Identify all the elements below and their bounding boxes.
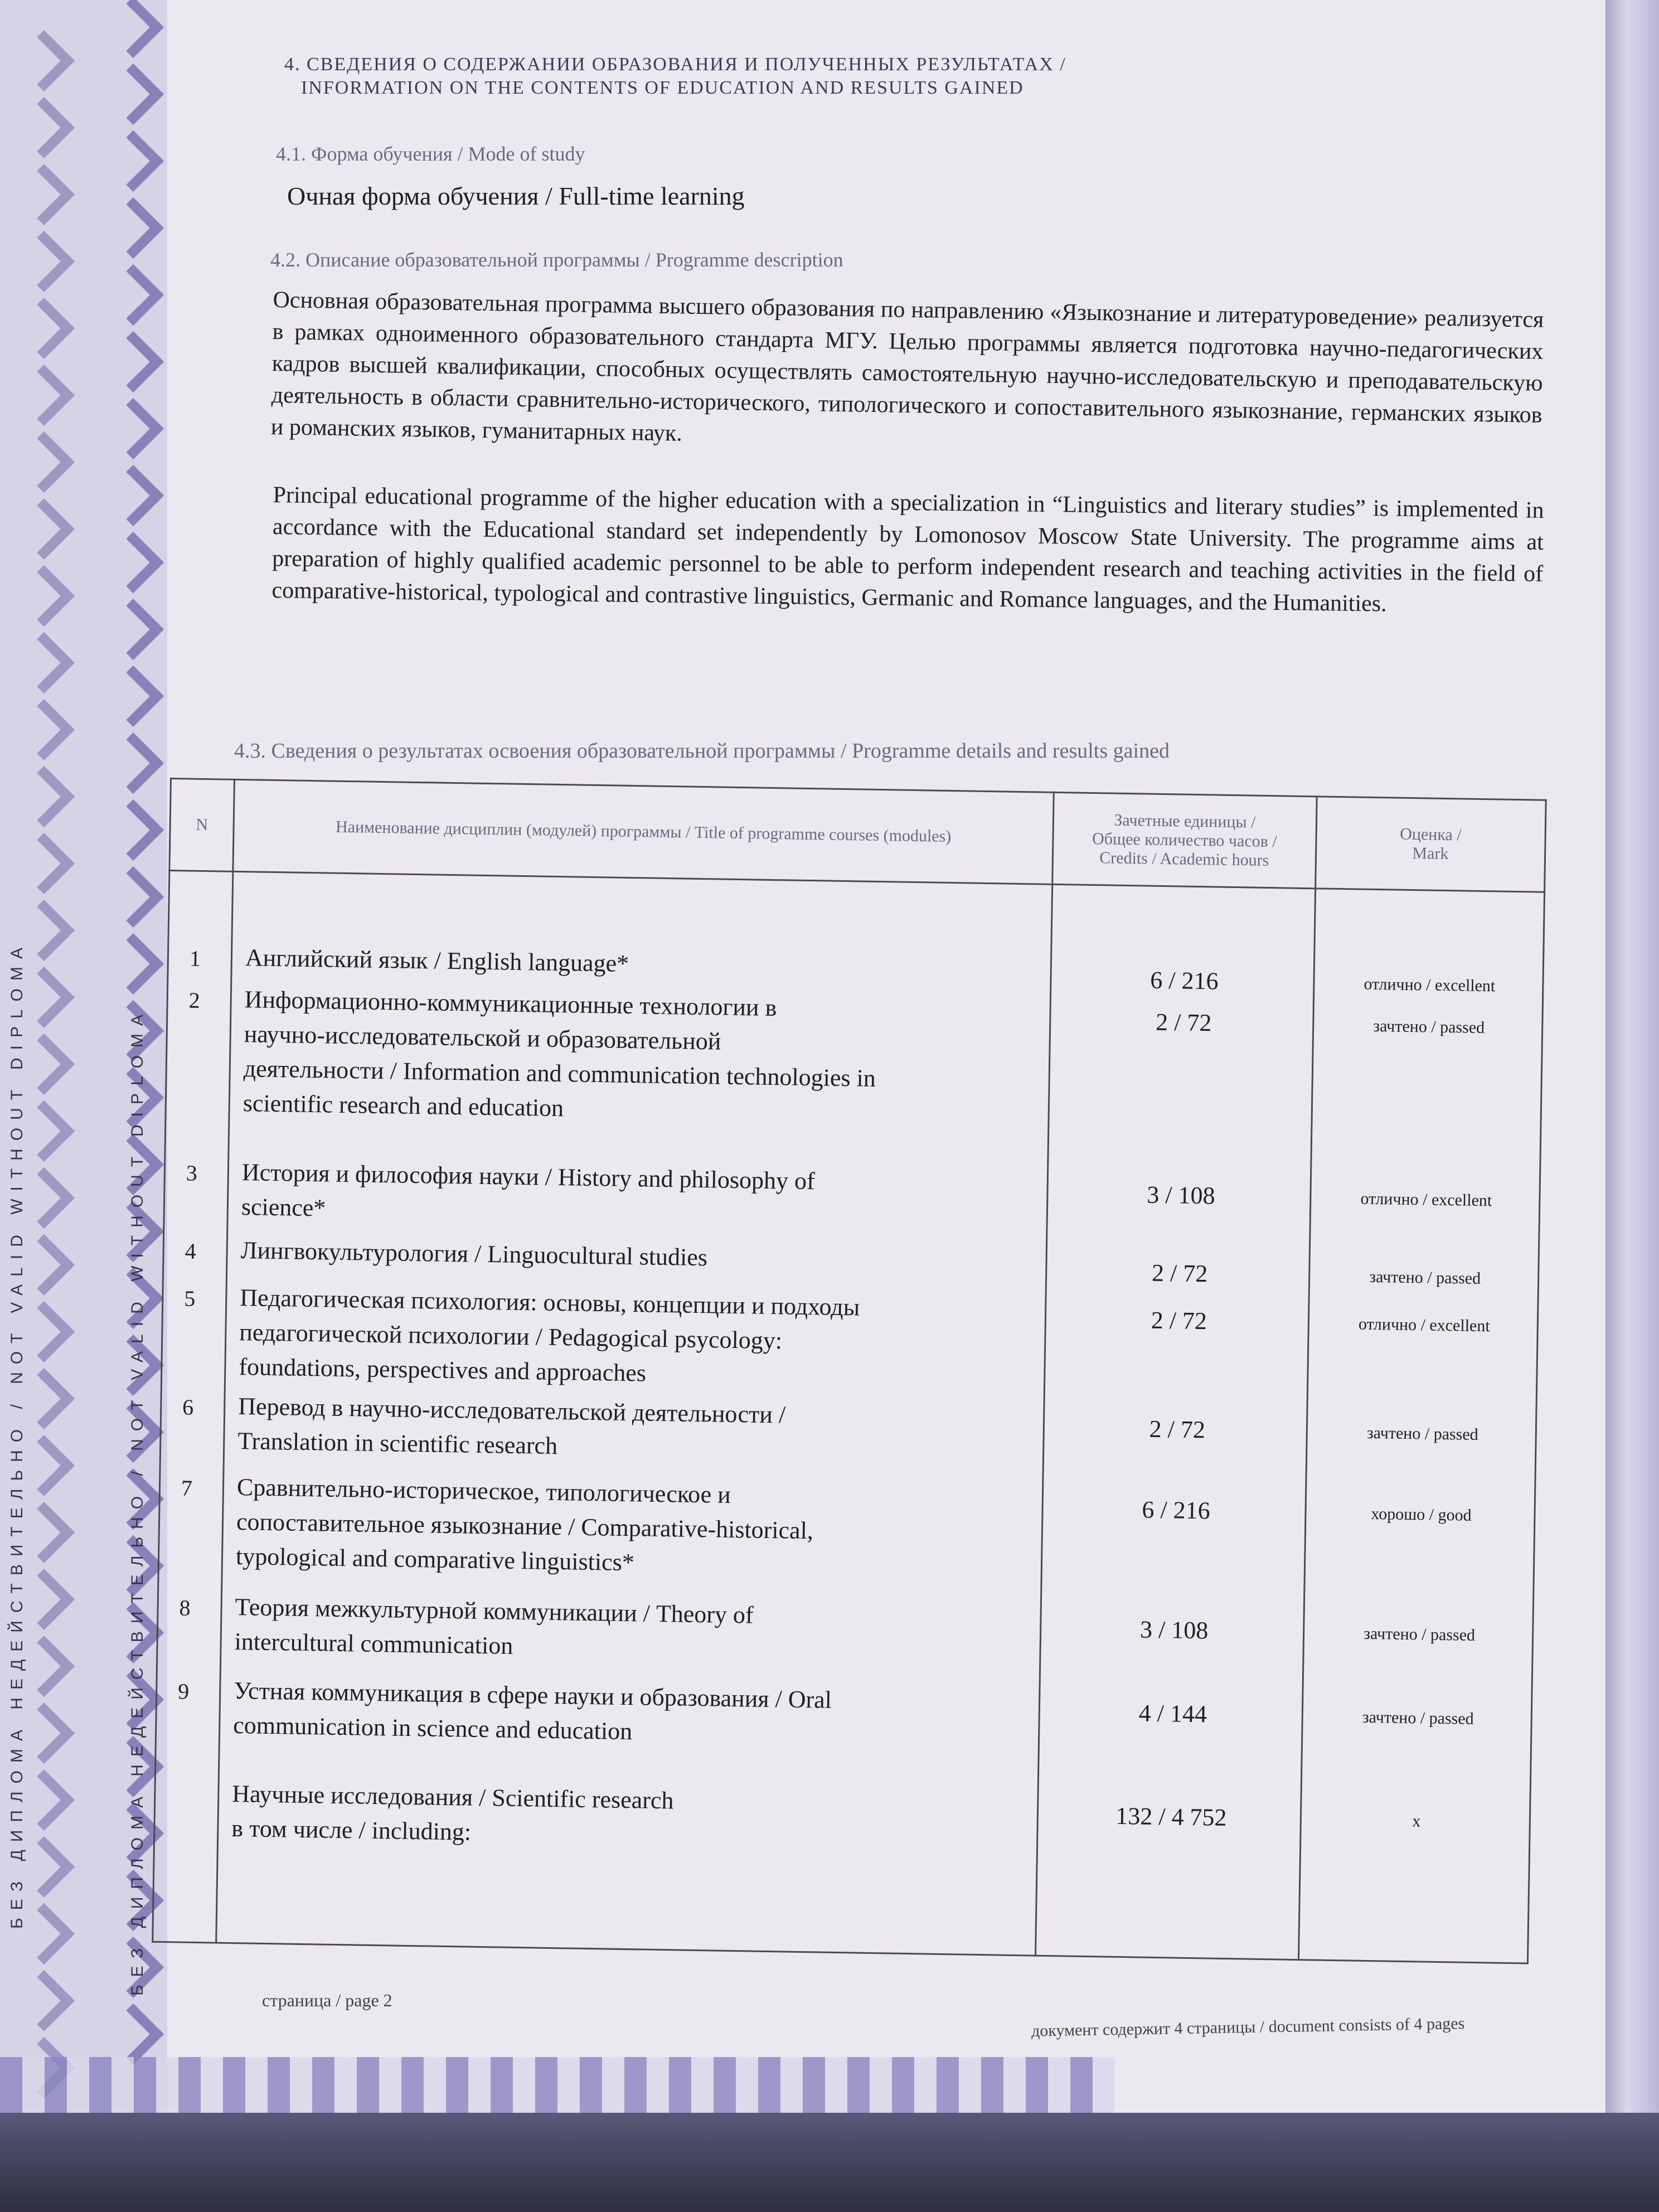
course-title (239, 1280, 1043, 1397)
row-number: 4 (185, 1238, 197, 1264)
section-title-line1: 4. СВЕДЕНИЯ О СОДЕРЖАНИИ ОБРАЗОВАНИЯ И ПОЛУЧЕННЫХ РЕЗУЛЬТАТАХ / (284, 54, 1066, 75)
course-mark: зачтено / passed (1362, 1707, 1474, 1728)
course-title-line: в том числе / including: (231, 1814, 472, 1846)
course-mark: хорошо / good (1371, 1505, 1472, 1525)
course-credits: 2 / 72 (1155, 1008, 1212, 1037)
row-number: 9 (177, 1679, 190, 1704)
chevron-ornament-icon (13, 1970, 75, 2031)
chevron-ornament-icon (13, 699, 75, 760)
header-mark-line2: Mark (1412, 844, 1449, 864)
results-label: 4.3. Сведения о результатах освоения образовательной программы / Programme details and results gained (234, 739, 1170, 763)
course-title-line: foundations, perspectives and approaches (239, 1353, 647, 1387)
course-mark: зачтено / passed (1373, 1016, 1485, 1037)
course-title-line: Перевод в научно-исследовательской деятельности / (237, 1393, 786, 1429)
course-title-line: intercultural communication (234, 1628, 513, 1660)
course-title (245, 940, 1048, 988)
header-mark-line1: Оценка / (1400, 824, 1462, 845)
course-credits: 132 / 4 752 (1115, 1802, 1227, 1832)
chevron-ornament-icon (103, 130, 164, 192)
course-title-line: Педагогическая психология: основы, концепции и подходы (239, 1284, 860, 1321)
header-credits-line1: Зачетные единицы / (1114, 811, 1256, 832)
course-credits: 6 / 216 (1150, 966, 1219, 995)
header-title: Наименование дисциплин (модулей) программы / Title of programme courses (modules) (233, 779, 1054, 884)
course-credits: 2 / 72 (1151, 1306, 1207, 1335)
adjacent-page-edge (1605, 0, 1659, 2212)
course-title-line: научно-исследовательской и образовательной (244, 1020, 721, 1055)
header-n: N (169, 779, 235, 872)
course-title-line: Translation in scientific research (237, 1427, 558, 1460)
chevron-ornament-icon (103, 264, 164, 326)
chevron-ornament-icon (103, 398, 164, 459)
mode-value: Очная форма обучения / Full-time learning (287, 182, 745, 210)
chevron-ornament-icon (103, 666, 164, 727)
course-title (231, 1777, 1035, 1859)
course-mark: отлично / excellent (1358, 1314, 1490, 1336)
section-title-line2: INFORMATION ON THE CONTENTS OF EDUCATION AND RESULTS GAINED (301, 77, 1024, 98)
course-credits: 4 / 144 (1138, 1699, 1207, 1728)
course-title-line: scientific research and education (242, 1089, 564, 1122)
chevron-ornament-icon (103, 331, 164, 392)
chevron-ornament-icon (103, 465, 164, 526)
row-number: 7 (181, 1475, 193, 1501)
chevron-ornament-icon (13, 231, 75, 292)
side-validity-text-outer: БЕЗ ДИПЛОМА НЕДЕЙСТВИТЕЛЬНО / NOT VALID WITHOUT DIPLOMA (8, 940, 26, 1929)
page-number: страница / page 2 (262, 1990, 392, 2010)
page-count: документ содержит 4 страницы / document consists of 4 pages (1031, 2014, 1465, 2040)
chevron-ornament-icon (13, 365, 75, 426)
chevron-ornament-icon (13, 498, 75, 560)
row-number: 5 (183, 1286, 196, 1311)
description-text-ru: Основная образовательная программа высшего образования по направлению «Языкознание и литературоведение» реализуется в рамках одноименного образовательного стандарта МГУ. Целью программы является подготовка научно-педагогических кадров высшей квалификации, способных осуществлять самостоятельную научно-исследовательскую и преподавательскую деятельность в области сравнительно-исторического, типологического и сопоставительного языкознание, германских языков и романских языков, гуманитарных наук. (270, 287, 1544, 447)
chevron-ornament-icon (13, 565, 75, 627)
row-number: 2 (188, 987, 201, 1013)
course-title-line: сопоставительное языкознание / Comparative-historical, (236, 1508, 814, 1545)
course-title (236, 1470, 1040, 1587)
chevron-ornament-icon (13, 30, 75, 91)
chevron-ornament-icon (103, 799, 164, 861)
course-title (234, 1590, 1038, 1672)
course-title-line: Сравнительно-историческое, типологическое и (236, 1473, 731, 1508)
course-title (233, 1673, 1037, 1755)
course-credits: 6 / 216 (1142, 1496, 1211, 1525)
course-mark: отлично / excellent (1364, 974, 1496, 996)
chevron-ornament-icon (13, 632, 75, 693)
chevron-ornament-icon (13, 164, 75, 225)
course-title-line: typological and comparative linguistics* (235, 1542, 635, 1576)
header-credits-line2: Общее количество часов / (1092, 829, 1277, 851)
description-text-en: Principal educational programme of the higher education with a specialization in “Linguistics and literary studies” is implemented in accordance with the Educational standard set independently by Lomonosov Moscow State University. The programme aims at preparation of highly qualified academic personnel to be able to perform independent research and teaching activities in the field of comparative-historical, typological and contrastive linguistics, Germanic and Romance languages, and the Humanities. (271, 482, 1544, 617)
row-number: 3 (186, 1160, 198, 1186)
course-title-line: Теория межкультурной коммуникации / Theory of (235, 1593, 754, 1629)
side-validity-text-inner: БЕЗ ДИПЛОМА НЕДЕЙСТВИТЕЛЬНО / NOT VALID WITHOUT DIPLOMA (128, 1007, 147, 1996)
chevron-ornament-icon (103, 532, 164, 593)
chevron-ornament-icon (103, 0, 164, 58)
chevron-ornament-icon (103, 733, 164, 794)
course-title-line: История и философия науки / History and philosophy of (241, 1158, 816, 1195)
course-mark: зачтено / passed (1363, 1624, 1476, 1645)
course-title-line: Информационно-коммуникационные технологии в (244, 986, 777, 1022)
course-title (240, 1233, 1044, 1280)
chevron-ornament-icon (13, 766, 75, 827)
course-title (241, 1155, 1045, 1237)
description-label: 4.2. Описание образовательной программы / Programme description (270, 249, 843, 271)
course-title-line: science* (241, 1193, 326, 1222)
row-number: 1 (189, 945, 201, 971)
row-number: 6 (182, 1394, 194, 1420)
course-mark: зачтено / passed (1369, 1267, 1481, 1288)
course-title-line: Английский язык / English language* (245, 944, 629, 977)
course-title-line: Лингвокультурология / Linguocultural studies (240, 1236, 708, 1272)
mode-label: 4.1. Форма обучения / Mode of study (276, 143, 585, 165)
course-credits: 3 / 108 (1139, 1616, 1209, 1645)
section-title (284, 53, 1066, 100)
course-title (237, 1389, 1041, 1471)
course-title-line: Научные исследования / Scientific research (232, 1779, 674, 1815)
chevron-ornament-icon (103, 2004, 164, 2065)
chevron-ornament-icon (13, 833, 75, 894)
course-credits: 2 / 72 (1151, 1259, 1208, 1288)
chevron-ornament-icon (13, 431, 75, 493)
header-credits-line3: Credits / Academic hours (1099, 848, 1269, 870)
chevron-ornament-icon (13, 97, 75, 158)
course-title-line: педагогической психологии / Pedagogical psycology: (239, 1318, 783, 1355)
course-title-line: Устная коммуникация в сфере науки и образования / Oral (233, 1677, 832, 1714)
chevron-ornament-icon (103, 599, 164, 660)
surface-below-page (0, 2113, 1659, 2212)
chevron-ornament-icon (103, 64, 164, 125)
chevron-ornament-icon (103, 866, 164, 928)
guilloche-border-bottom (0, 2057, 1115, 2113)
course-title-line: communication in science and education (232, 1711, 633, 1745)
chevron-ornament-icon (13, 298, 75, 359)
course-mark: зачтено / passed (1366, 1423, 1478, 1444)
chevron-ornament-icon (103, 197, 164, 259)
course-credits: 2 / 72 (1149, 1415, 1206, 1444)
table-rows-layer (152, 778, 1547, 1964)
course-title-line: деятельности / Information and communication technologies in (243, 1055, 876, 1092)
chevron-ornament-icon (103, 933, 164, 995)
course-mark: x (1412, 1812, 1421, 1831)
row-number: 8 (179, 1595, 191, 1621)
course-title (242, 982, 1047, 1133)
course-mark: отлично / excellent (1360, 1189, 1492, 1210)
course-credits: 3 / 108 (1146, 1181, 1215, 1210)
